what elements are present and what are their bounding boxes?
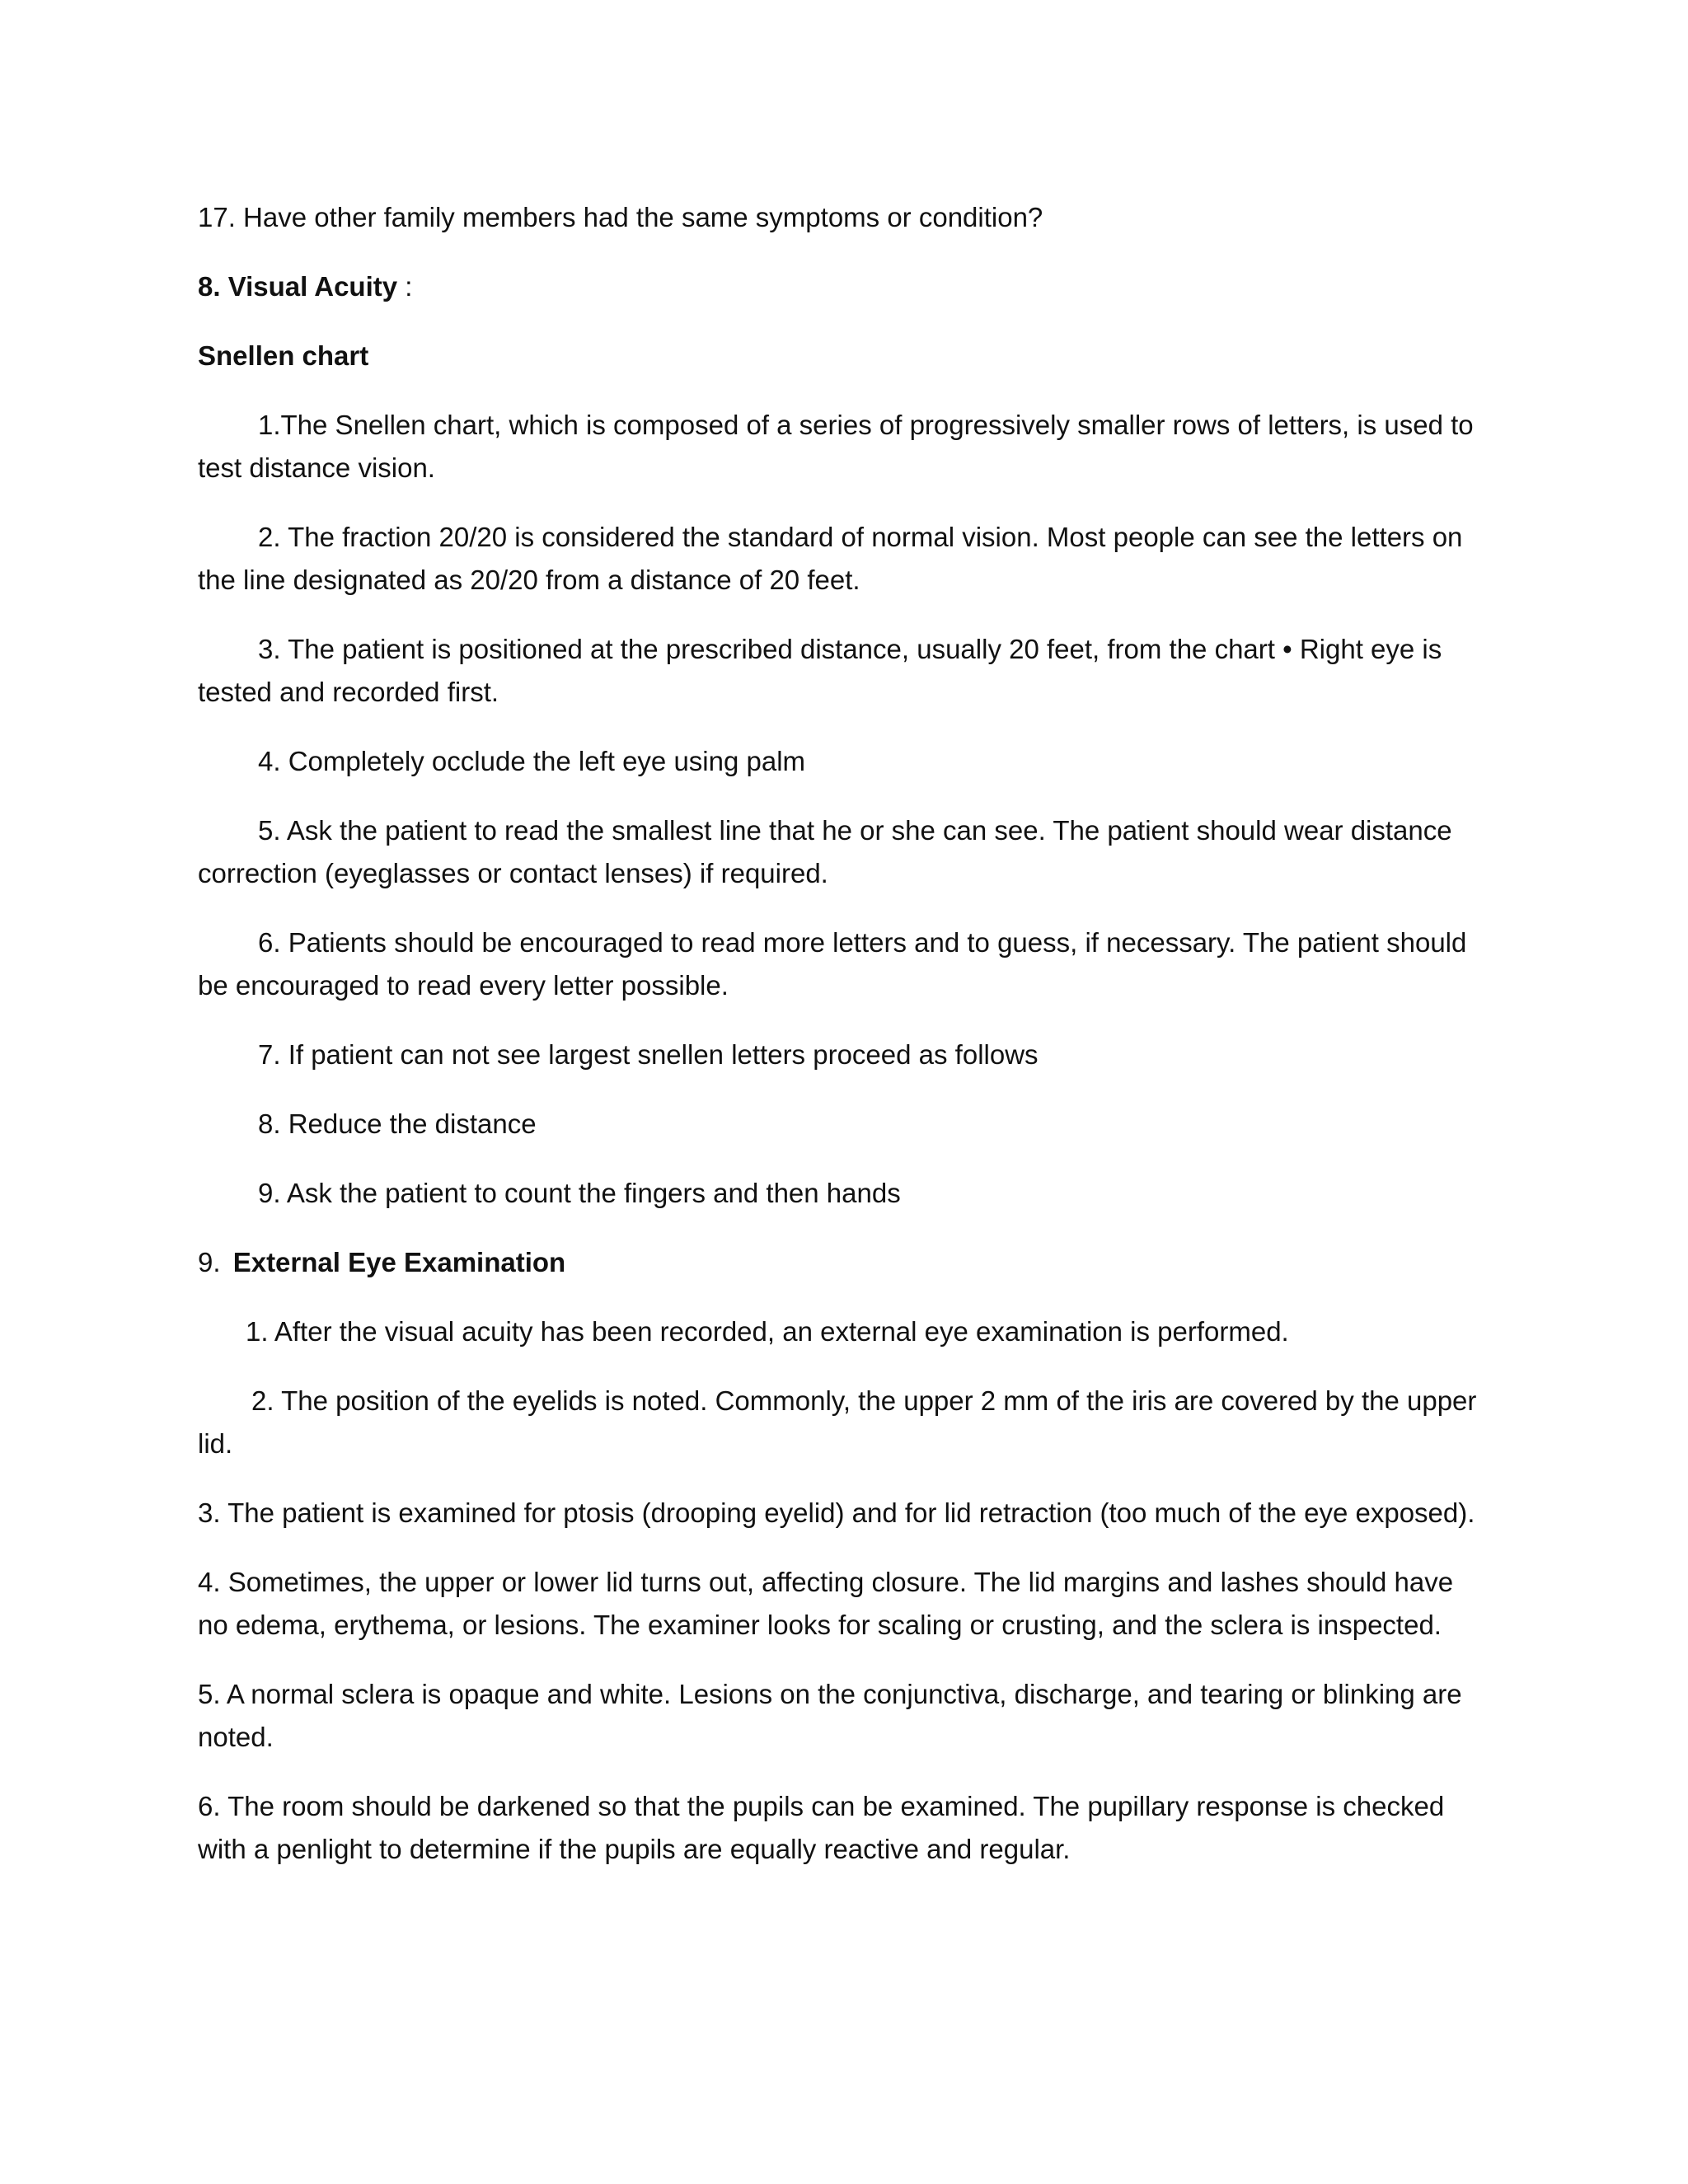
section-8-title-suffix: : [397,271,413,302]
snellen-chart-subheading: Snellen chart [198,340,369,371]
snellen-item-6: 6. Patients should be encouraged to read more letters and to guess, if necessary. The patient should be encouraged to read every letter possible. [198,927,1467,1001]
external-exam-item-6: 6. The room should be darkened so that the pupils can be examined. The pupillary response is checked with a penlight to determine if the pupils are equally reactive and regular. [198,1791,1445,1864]
section-8-heading [198,265,1484,308]
external-exam-item-5: 5. A normal sclera is opaque and white. Lesions on the conjunctiva, discharge, and tearing or blinking are noted. [198,1679,1462,1752]
question-17: 17. Have other family members had the same symptoms or condition? [198,202,1043,232]
snellen-item-9: 9. Ask the patient to count the fingers and then hands [258,1178,901,1208]
snellen-item-2: 2. The fraction 20/20 is considered the standard of normal vision. Most people can see the letters on the line designated as 20/20 from a distance of 20 feet. [198,522,1463,595]
section-9-number: 9. [198,1247,221,1277]
snellen-item-1: 1.The Snellen chart, which is composed of a series of progressively smaller rows of letters, is used to test distance vision. [198,410,1474,483]
external-exam-item-4: 4. Sometimes, the upper or lower lid turns out, affecting closure. The lid margins and lashes should have no edema, erythema, or lesions. The examiner looks for scaling or crusting, and the sclera is inspected. [198,1567,1454,1640]
snellen-item-3: 3. The patient is positioned at the prescribed distance, usually 20 feet, from the chart • Right eye is tested and recorded first. [198,634,1442,707]
external-exam-item-3: 3. The patient is examined for ptosis (drooping eyelid) and for lid retraction (too much of the eye exposed). [198,1497,1475,1528]
external-exam-item-1: 1. After the visual acuity has been recorded, an external eye examination is performed. [246,1316,1289,1347]
document-body [198,196,1484,1897]
snellen-item-4: 4. Completely occlude the left eye using palm [258,746,806,776]
snellen-item-5: 5. Ask the patient to read the smallest line that he or she can see. The patient should wear distance correction (eyeglasses or contact lenses) if required. [198,815,1452,888]
snellen-item-7: 7. If patient can not see largest snellen letters proceed as follows [258,1039,1039,1070]
external-exam-item-2: 2. The position of the eyelids is noted. Commonly, the upper 2 mm of the iris are covered by the upper lid. [198,1385,1477,1459]
section-9-title: External Eye Examination [232,1247,566,1277]
section-9-heading [198,1241,1484,1284]
section-8-title: 8. Visual Acuity [198,271,398,302]
snellen-item-8: 8. Reduce the distance [258,1108,537,1139]
